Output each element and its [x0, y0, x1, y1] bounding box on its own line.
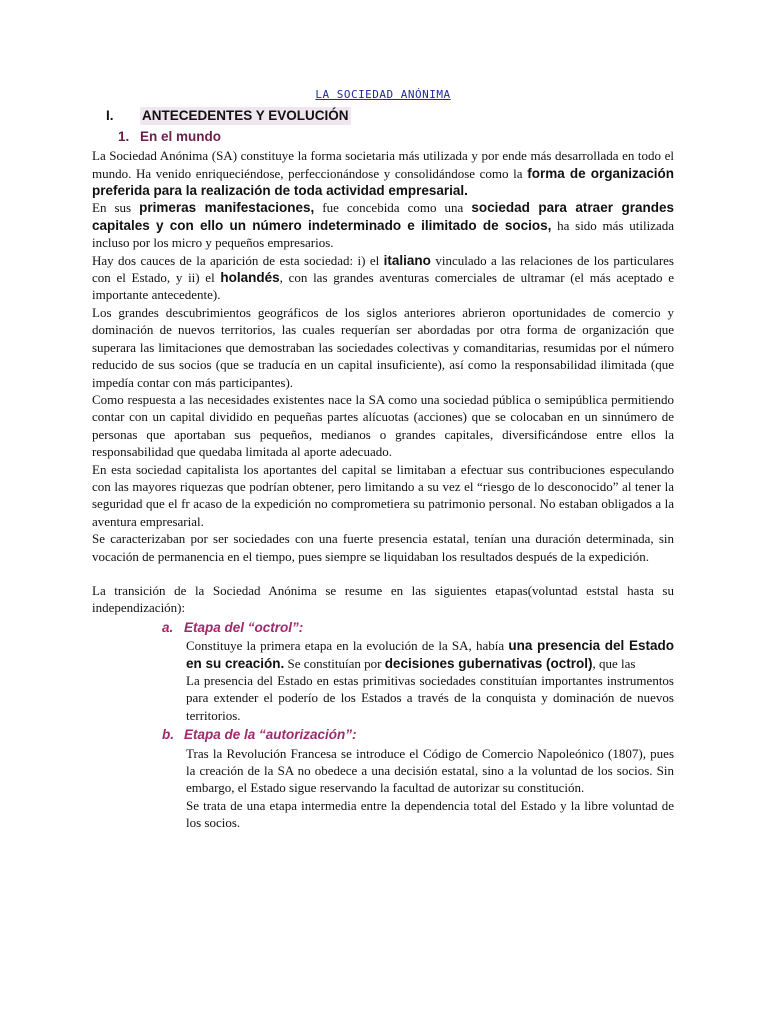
paragraph-text: Hay dos cauces de la aparición de esta sociedad: i) el	[92, 252, 384, 268]
document-page	[92, 86, 674, 832]
paragraph-7: Se caracterizaban por ser sociedades con una fuerte presencia estatal, tenían una duración determinada, sin vocación de permanencia en el tiempo, pues siempre se liquidaban los resultados después de la expedición.	[92, 531, 674, 564]
stage-paragraph: Tras la Revolución Francesa se introduce el Código de Comercio Napoleónico (1807), pues la creación de la SA no obedece a una decisión estatal, sino a la voluntad de los socios. Sin embargo, el Estado sigue reservando la facultad de autorizar su constitución.	[186, 745, 674, 796]
bold-text: sociedad para atraer grandes capitales y con ello un número indeterminado e ilimitado de socios,	[92, 200, 674, 233]
paragraph-text: En sus	[92, 200, 140, 216]
stage-title: Etapa del “octrol”:	[184, 619, 304, 635]
stage-heading-autorizacion	[162, 726, 674, 743]
paragraph-4: Los grandes descubrimientos geográficos de los siglos anteriores abrieron oportunidades de comercio y dominación de nuevos territorios, las cuales requerían ser abordadas por otra forma de organización que superara las limitaciones que demostraban las sociedades colectivas y comanditarias, resumidas por el número reducido de sus socios (que se traducía en un capital insuficiente), así como la responsabilidad ilimitada (que impedía contar con más participantes).	[92, 304, 674, 390]
section-heading	[106, 107, 674, 124]
blank-line	[92, 565, 674, 582]
section-title: ANTECEDENTES Y EVOLUCIÓN	[142, 108, 349, 124]
paragraph-2	[92, 199, 674, 251]
paragraph-8: La transición de la Sociedad Anónima se resume en las siguientes etapas(voluntad eststal hasta su independización):	[92, 582, 674, 616]
stage-paragraph	[186, 637, 674, 672]
bold-text: una presencia del Estado en su creación.	[186, 638, 674, 671]
paragraph-1	[92, 147, 674, 199]
stage-title: Etapa de la “autorización”:	[184, 727, 357, 743]
paragraph-text: Constituye la primera etapa en la evolución de la SA, había	[186, 638, 509, 654]
stage-heading-octrol	[162, 619, 674, 636]
bold-text: holandés	[220, 270, 280, 286]
paragraph-3	[92, 252, 674, 304]
paragraph-text: ha sido más utilizada incluso por los micro y pequeños empresarios.	[92, 217, 674, 251]
bold-text: primeras manifestaciones,	[139, 200, 315, 216]
paragraph-text: , que las	[592, 655, 636, 671]
subsection-title: En el mundo	[140, 128, 221, 144]
paragraph-text: vinculado a las relaciones de los particulares con el Estado, y ii) el	[92, 252, 674, 286]
paragraph-text: , con las grandes aventuras comerciales de ultramar (el más aceptado e importante antecedente).	[92, 270, 674, 303]
section-number: I.	[106, 108, 114, 124]
bold-text: forma de organización preferida para la realización de toda actividad empresarial.	[92, 165, 674, 199]
stage-body-autorizacion	[186, 745, 674, 832]
subsection-number: 1.	[118, 128, 130, 144]
document-title: LA SOCIEDAD ANÓNIMA	[315, 88, 451, 101]
paragraph-6: En esta sociedad capitalista los aportantes del capital se limitaban a efectuar sus contribuciones especulando con las mayores riquezas que podrían obtener, pero limitando a su vez el “riesgo de lo desconocido” al tener la seguridad que el fr acaso de la expedición no comprometiera su patrimonio personal. No estaban obligados a la aventura empresarial.	[92, 461, 674, 529]
stage-letter: b.	[162, 727, 174, 743]
stage-paragraph: Se trata de una etapa intermedia entre la dependencia total del Estado y la libre voluntad de los socios.	[186, 797, 674, 831]
bold-text: decisiones gubernativas (octrol)	[384, 655, 593, 671]
paragraph-text: La Sociedad Anónima (SA) constituye la forma societaria más utilizada y por ende más desarrollada en todo el mundo. Ha venido enriqueciéndose, perfeccionándose y consolidándose como la	[92, 148, 674, 181]
paragraph-5: Como respuesta a las necesidades existentes nace la SA como una sociedad pública o semipública permitiendo contar con un capital dividido en pequeñas partes alícuotas (acciones) que se colocaban en un sinnúmero de personas que aportaban sus pequeños, medianos o grandes capitales, diversificándose entre ellos la responsabilidad que quedaba limitada al aporte adecuado.	[92, 391, 674, 460]
paragraph-text: fue concebida como una	[314, 200, 472, 216]
bold-text: italiano	[383, 252, 431, 268]
stage-body-octrol	[186, 637, 674, 724]
stage-letter: a.	[162, 619, 174, 635]
subsection-heading	[118, 128, 674, 145]
stage-paragraph: La presencia del Estado en estas primitivas sociedades constituían importantes instrumentos para extender el poderío de los Estados a través de la conquista y dominación de nuevos territorios.	[186, 673, 674, 723]
paragraph-text: Se constituían por	[284, 655, 385, 671]
